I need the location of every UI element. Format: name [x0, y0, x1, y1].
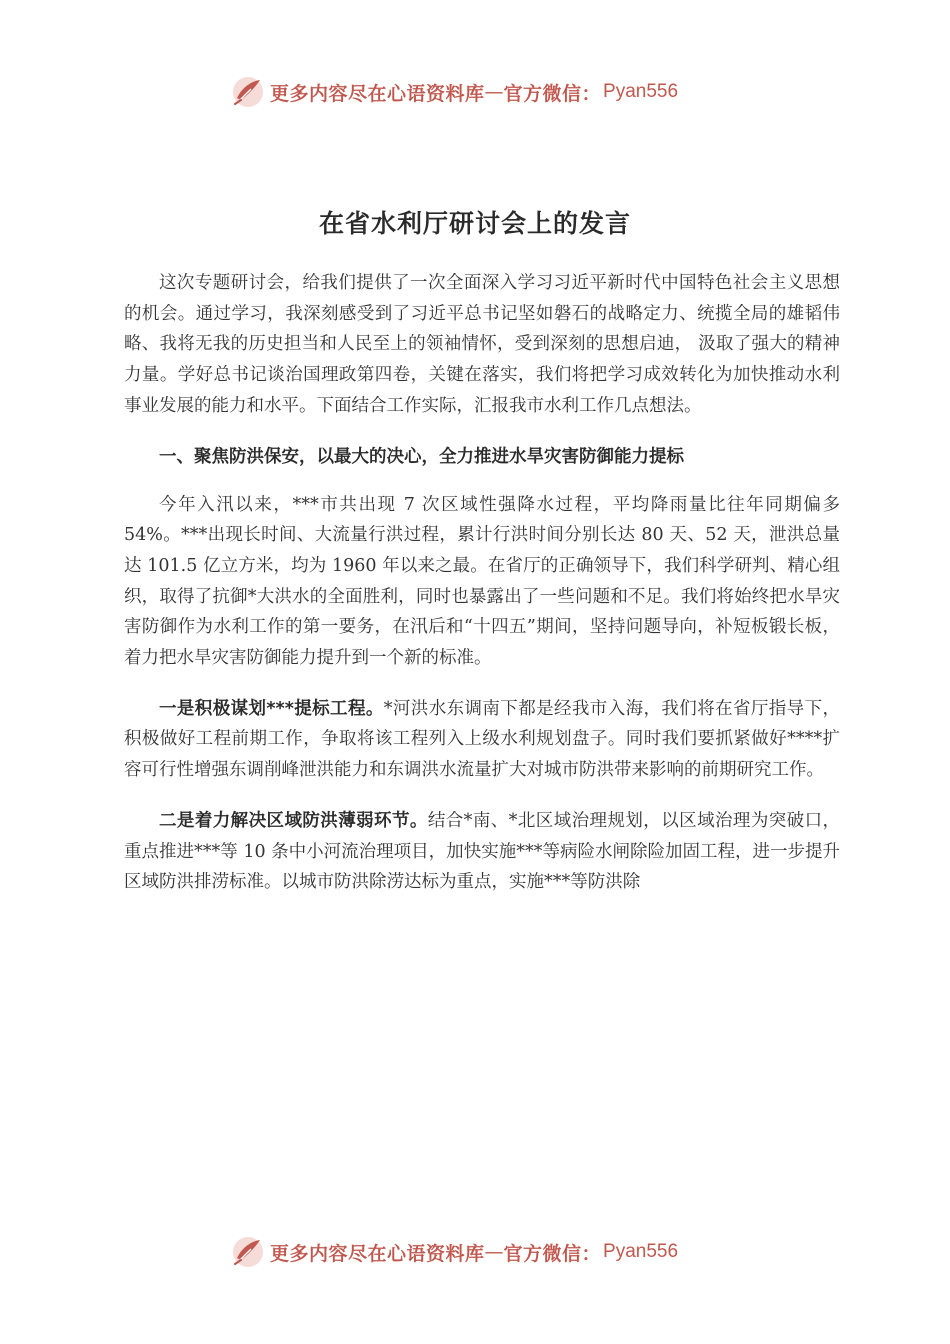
watermark-official: 官方微信： [503, 82, 602, 105]
header-watermark [230, 74, 678, 110]
watermark-label: 更多内容尽在心语资料库 [270, 1242, 485, 1265]
watermark-account: Pyan556 [603, 81, 679, 102]
point-two-lead: 二是着力解决区域防洪薄弱环节。 [159, 810, 428, 831]
footer-watermark [230, 1234, 678, 1270]
document-title: 在省水利厅研讨会上的发言 [318, 209, 631, 238]
quill-logo-icon [230, 74, 266, 110]
point-two-body: 结合*南、*北区域治理规划，以区域治理为突破口，重点推进***等 10 条中小河流治理项目，加快实施***等病险水闸除险加固工程，进一步提升区域防洪排涝标准。以城市防洪除涝达标为重点，实施***等防洪除 [124, 810, 841, 893]
quill-logo-icon [230, 1234, 266, 1270]
watermark-account: Pyan556 [603, 1241, 679, 1262]
section-heading: 一、聚焦防洪保安，以最大的决心，全力推进水旱灾害防御能力提标 [159, 446, 684, 467]
point-one-body: *河洪水东调南下都是经我市入海，我们将在省厅指导下，积极做好工程前期工作，争取将该工程列入上级水利规划盘子。同时我们要抓紧做好****扩容可行性增强东调削峰泄洪能力和东调洪水流量扩大对城市防洪带来影响的前期研究工作。 [124, 698, 840, 781]
intro-paragraph: 这次专题研讨会，给我们提供了一次全面深入学习习近平新时代中国特色社会主义思想的机会。通过学习，我深刻感受到了习近平总书记坚如磐石的战略定力、统揽全局的雄韬伟略、我将无我的历史担当和人民至上的领袖情怀，受到深刻的思想启迪， 汲取了强大的精神力量。学好总书记谈治国理政第四卷，关键在落实，我们将把学习成效转化为加快推动水利事业发展的能力和水平。下面结合工作实际，汇报我市水利工作几点想法。 [124, 273, 840, 416]
point-one-paragraph [124, 694, 840, 786]
document-body [124, 268, 840, 918]
watermark-label: 更多内容尽在心语资料库 [270, 82, 485, 105]
watermark-official: 官方微信： [503, 1242, 602, 1265]
watermark-dash: — [484, 81, 504, 103]
watermark-dash: — [484, 1241, 504, 1263]
point-one-lead: 一是积极谋划***提标工程。 [159, 698, 384, 719]
section-paragraph: 今年入汛以来，***市共出现 7 次区域性强降水过程，平均降雨量比往年同期偏多 54%。***出现长时间、大流量行洪过程，累计行洪时间分别长达 80 天、52 天，泄洪总量达 101.5 亿立方米，均为 1960 年以来之最。在省厅的正确领导下，我们科学研判、精心组织，取得了抗御*大洪水的全面胜利，同时也暴露出了一些问题和不足。我们将始终把水旱灾害防御作为水利工作的第一要务，在汛后和“十四五”期间，坚持问题导向，补短板锻长板，着力把水旱灾害防御能力提升到一个新的标准。 [124, 494, 840, 669]
point-two-paragraph [124, 806, 840, 898]
